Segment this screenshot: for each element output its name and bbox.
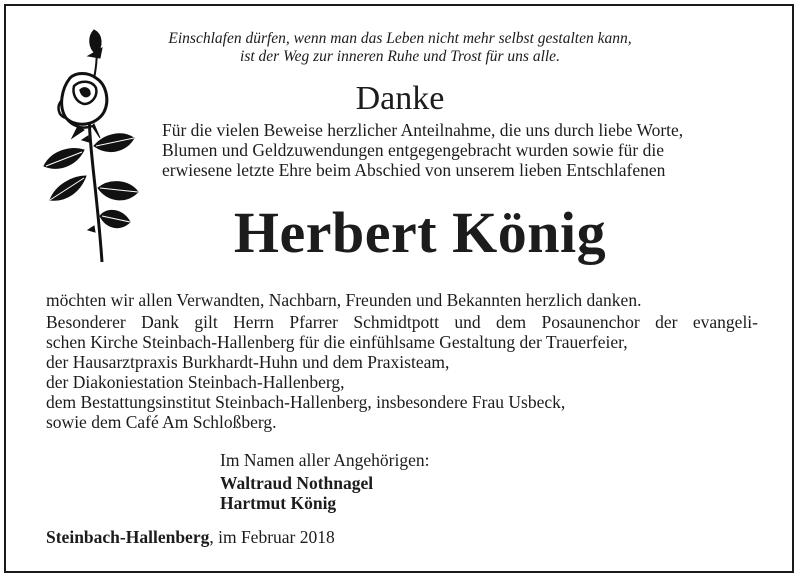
body-line: sowie dem Café Am Schloßberg. [46,412,277,432]
quote-line: ist der Weg zur inneren Ruhe und Trost für uns alle. [240,48,560,65]
deceased-name: Herbert König [233,200,607,265]
signatory-name: Waltraud Nothnagel [220,473,374,493]
place-town: Steinbach-Hallenberg [46,527,210,547]
intro-line: Für die vielen Beweise herzlicher Anteilnahme, die uns durch liebe Worte, [162,120,684,140]
thanks-paragraph [46,290,758,432]
place-date-text: , im Februar 2018 [209,527,335,547]
signatory-name: Hartmut König [220,493,337,513]
signature-block [220,450,620,513]
body-line: schen Kirche Steinbach-Hallenberg für die einfühlsame Gestaltung der Trauerfeier, [46,332,628,352]
signature-lead: Im Namen aller Angehörigen: [220,450,430,470]
intro-line: Blumen und Geldzuwendungen entgegengebracht wurden sowie für die [162,140,664,160]
body-line: dem Bestattungsinstitut Steinbach-Hallenberg, insbesondere Frau Usbeck, [46,392,566,412]
quote-line: Einschlafen dürfen, wenn man das Leben nicht mehr selbst gestalten kann, [168,30,632,47]
intro-paragraph [162,120,762,180]
body-line: der Hausarztpraxis Burkhardt-Huhn und dem Praxisteam, [46,352,450,372]
heading-danke: Danke [355,80,445,117]
body-line: Besonderer Dank gilt Herrn Pfarrer Schmidtpott und dem Posaunenchor der evangeli- [46,312,758,332]
quote [150,30,650,66]
place-date [46,527,546,547]
intro-line: erwiesene letzte Ehre beim Abschied von unserem lieben Entschlafenen [162,160,666,180]
body-line: der Diakoniestation Steinbach-Hallenberg, [46,372,345,392]
body-line: möchten wir allen Verwandten, Nachbarn, Freunden und Bekannten herzlich danken. [46,290,642,310]
